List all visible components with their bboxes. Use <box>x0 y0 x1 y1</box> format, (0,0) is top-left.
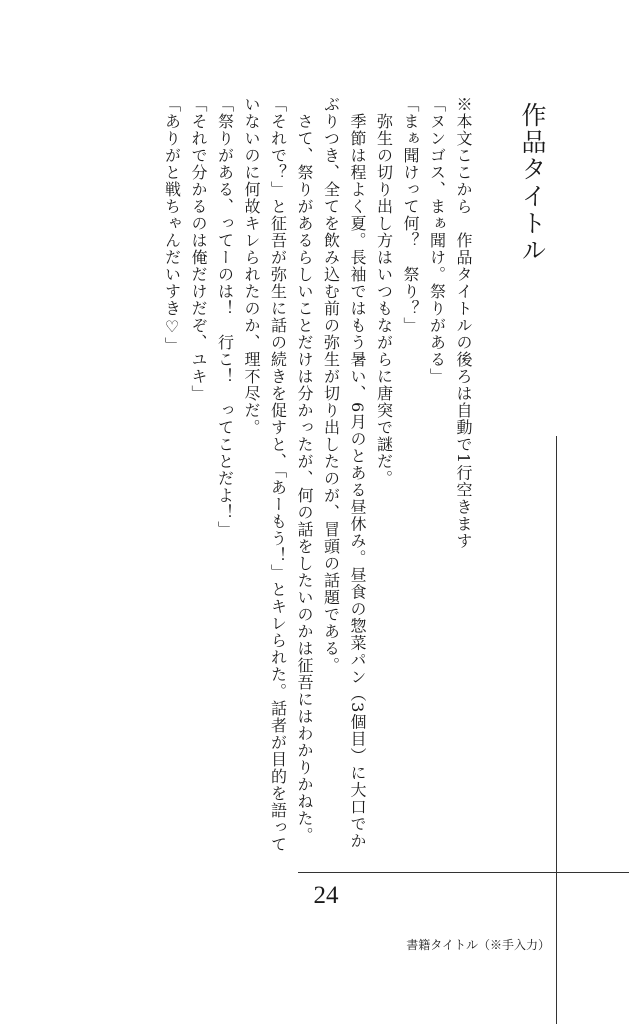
body-paragraph: 「まぁ聞けって何？ 祭り？」 <box>401 96 420 334</box>
body-paragraph: ※本文ここから 作品タイトルの後ろは自動で1行空きます <box>454 96 473 550</box>
body-paragraph: 季節は程よく夏。長袖ではもう暑い、6月のとある昼休み。昼食の惣菜パン（3個目）に大口でかぶりつき、全てを飲み込む前の弥生が切り出したのが、冒頭の話題である。 <box>321 96 367 850</box>
footer-rule-horizontal <box>298 872 629 873</box>
page-number: 24 <box>313 882 339 909</box>
book-title-footer: 書籍タイトル（※手入力） <box>406 938 550 952</box>
body-paragraph: 弥生の切り出し方はいつもながらに唐突で謎だ。 <box>374 96 394 487</box>
body-paragraph: 「祭りがある、ってーのは！ 行こ！ ってことだよ！」 <box>215 96 235 538</box>
margin-rule-vertical <box>556 436 557 1024</box>
body-paragraph: 「ヌンゴス、まぁ聞け。祭りがある」 <box>427 96 447 385</box>
body-text <box>100 96 476 866</box>
body-paragraph: さて、祭りがあるらしいことだけは分かったが、何の話をしたいのかは征吾にはわかりかねた。「それで？」と征吾が弥生に話の続きを促すと、「あーもう！」とキレられた。話者が目的を語っていないのに何故キレられたのか、理不尽だ。 <box>242 96 314 853</box>
work-title: 作品タイトル <box>518 102 547 264</box>
body-paragraph: 「ありがと戦ちゃんだいすき♡」 <box>162 96 182 354</box>
body-paragraph: 「それで分かるのは俺だけだぞ、ユキ」 <box>189 96 208 402</box>
